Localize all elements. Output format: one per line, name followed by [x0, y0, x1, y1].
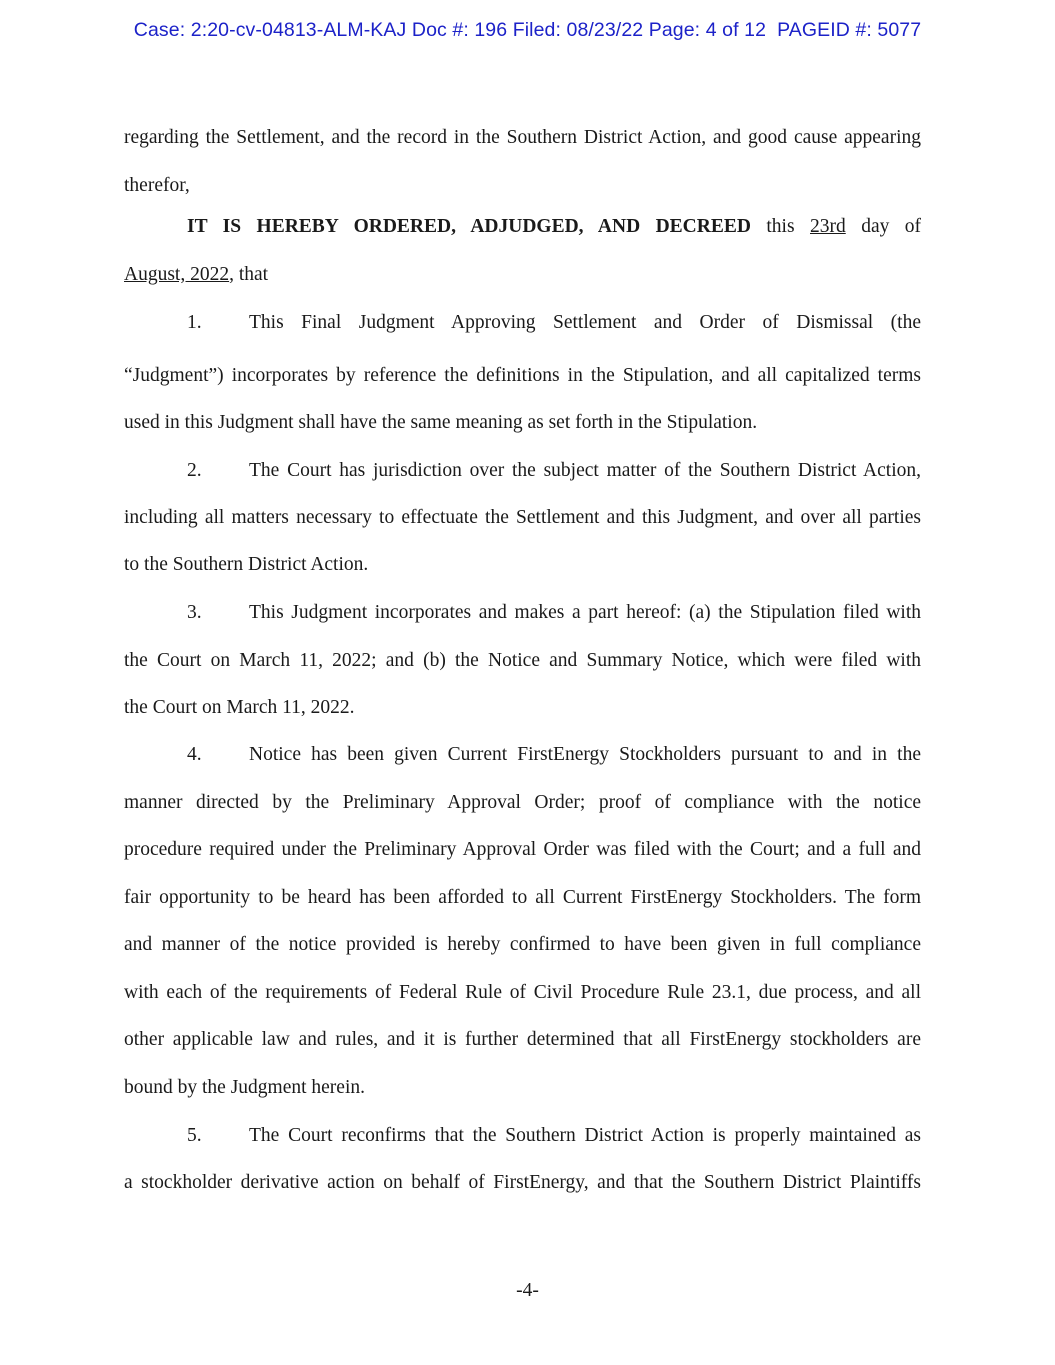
- paragraph-5-number: 5.: [187, 1125, 202, 1146]
- order-month-year-value: August, 2022: [124, 264, 230, 285]
- paragraph-1-text: This Final Judgment Approving Settlement and Order of Dismissal (the: [249, 312, 921, 333]
- paragraph-4-line-6: with each of the requirements of Federal Rule of Civil Procedure Rule 23.1, due process, and all: [124, 982, 921, 1003]
- paragraph-2-line-2: including all matters necessary to effectuate the Settlement and this Judgment, and over all parties: [124, 507, 921, 528]
- paragraph-1-line-1: [187, 311, 921, 335]
- order-this-text: this: [766, 216, 795, 237]
- order-clause-line-2: [124, 263, 921, 287]
- paragraph-2-text: The Court has jurisdiction over the subject matter of the Southern District Action,: [249, 460, 921, 481]
- order-day-of-text: day of: [861, 216, 922, 237]
- intro-line-1: regarding the Settlement, and the record in the Southern District Action, and good cause appearing: [124, 127, 921, 148]
- paragraph-5-line-1: [187, 1124, 921, 1148]
- paragraph-2-line-3: to the Southern District Action.: [124, 554, 369, 575]
- paragraph-4-line-3: procedure required under the Preliminary Approval Order was filed with the Court; and a full and: [124, 839, 921, 860]
- paragraph-4-line-5: and manner of the notice provided is hereby confirmed to have been given in full compliance: [124, 934, 921, 955]
- page-number: -4-: [516, 1280, 539, 1301]
- paragraph-3-line-3: the Court on March 11, 2022.: [124, 697, 355, 718]
- order-clause-line-1: [187, 215, 921, 239]
- paragraph-4-number: 4.: [187, 744, 202, 765]
- paragraph-4-line-8: bound by the Judgment herein.: [124, 1077, 365, 1098]
- paragraph-4-line-4: fair opportunity to be heard has been afforded to all Current FirstEnergy Stockholders. The form: [124, 887, 921, 908]
- order-that-text: , that: [229, 264, 269, 285]
- order-bold-phrase: IT IS HEREBY ORDERED, ADJUDGED, AND DECREED: [187, 216, 751, 237]
- paragraph-3-line-2: the Court on March 11, 2022; and (b) the Notice and Summary Notice, which were filed with: [124, 650, 921, 671]
- paragraph-1-line-2: “Judgment”) incorporates by reference the definitions in the Stipulation, and all capitalized terms: [124, 365, 921, 386]
- paragraph-3-number: 3.: [187, 602, 202, 623]
- paragraph-2-line-1: [187, 459, 921, 483]
- paragraph-4-line-1: [187, 743, 921, 767]
- paragraph-4-line-2: manner directed by the Preliminary Approval Order; proof of compliance with the notice: [124, 792, 921, 813]
- paragraph-4-line-7: other applicable law and rules, and it is further determined that all FirstEnergy stockholders are: [124, 1029, 921, 1050]
- order-day-value: 23rd: [810, 216, 846, 237]
- paragraph-5-line-2: a stockholder derivative action on behalf of FirstEnergy, and that the Southern District Plaintiffs: [124, 1172, 921, 1193]
- paragraph-2-number: 2.: [187, 460, 202, 481]
- paragraph-3-line-1: [187, 601, 921, 625]
- intro-line-2: therefor,: [124, 175, 190, 196]
- paragraph-4-text: Notice has been given Current FirstEnergy Stockholders pursuant to and in the: [249, 744, 921, 765]
- paragraph-1-number: 1.: [187, 312, 202, 333]
- paragraph-1-line-3: used in this Judgment shall have the same meaning as set forth in the Stipulation.: [124, 412, 758, 433]
- case-header-stamp: Case: 2:20-cv-04813-ALM-KAJ Doc #: 196 Filed: 08/23/22 Page: 4 of 12 PAGEID #: 5077: [133, 19, 922, 41]
- paragraph-3-text: This Judgment incorporates and makes a part hereof: (a) the Stipulation filed with: [249, 602, 921, 623]
- paragraph-5-text: The Court reconfirms that the Southern District Action is properly maintained as: [249, 1125, 921, 1146]
